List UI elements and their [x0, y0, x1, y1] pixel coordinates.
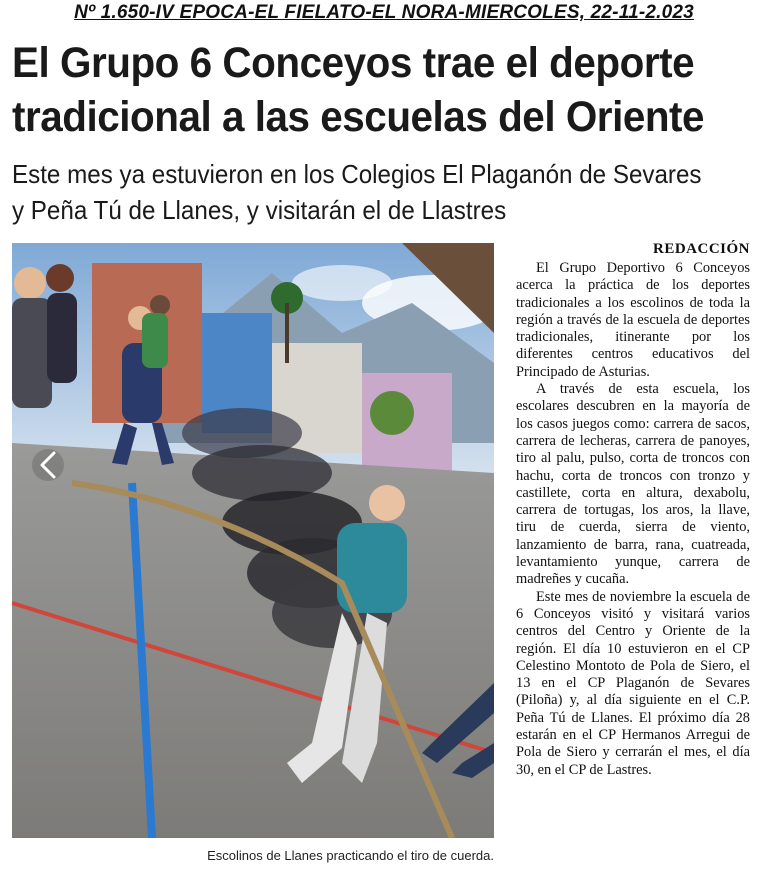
article-byline: REDACCIÓN [652, 241, 750, 257]
edition-line: Nº 1.650-IV EPOCA-EL FIELATO-EL NORA-MIERCOLES, 22-11-2.023 [74, 2, 694, 23]
photo-caption: Escolinos de Llanes practicando el tiro de cuerda. [207, 848, 494, 863]
article-photo [12, 243, 494, 838]
chevron-left-icon[interactable] [32, 449, 64, 481]
article-subheadline: Este mes ya estuvieron en los Colegios El Plaganón de Sevares y Peña Tú de Llanes, y visitarán el de Llastres [12, 159, 702, 225]
cloud [292, 265, 392, 301]
photo-illustration [12, 243, 494, 838]
article-paragraph: Este mes de noviembre la escuela de 6 Conceyos visitó y visitará varios centros del Centro y Oriente de la región. El día 10 estuvieron en el CP Celestino Montoto de Pola de Siero, el 13 en el CP Plaganón de Sevares (Piloña) y, al día siguiente en el C.P. Peña Tú de Llanes. El próximo día 28 estarán en el CP Hermanos Arregui de Pola de Siero y cerrarán el mes, el día 30, en el CP de Lastres. [516, 588, 750, 778]
article-headline: El Grupo 6 Conceyos trae el deporte tradicional a las escuelas del Oriente [12, 39, 705, 141]
article-paragraph: El Grupo Deportivo 6 Conceyos acerca la práctica de los deportes tradicionales a los escolinos de toda la región a través de la escuela de deportes tradicionales, itinerante por los diferentes centros educativos del Principado de Asturias. [516, 260, 750, 380]
tree [370, 391, 414, 435]
article-paragraph: A través de esta escuela, los escolares descubren en la mayoría de los casos juegos como: carrera de sacos, carrera de lecheras, carrera de panoyes, tiro al palu, pulso, corta de troncos con hachu, corta de troncos con tronzo y castillete, corta en altura, dexabolu, carrera de tortugas, los aros, la llave, tiru de cuerda, sierra de viento, lanzamiento de barra, rana, cuatreada, levantamiento yunque, carrera de madreñes y cucaña. [516, 381, 750, 588]
article-body [516, 260, 750, 779]
